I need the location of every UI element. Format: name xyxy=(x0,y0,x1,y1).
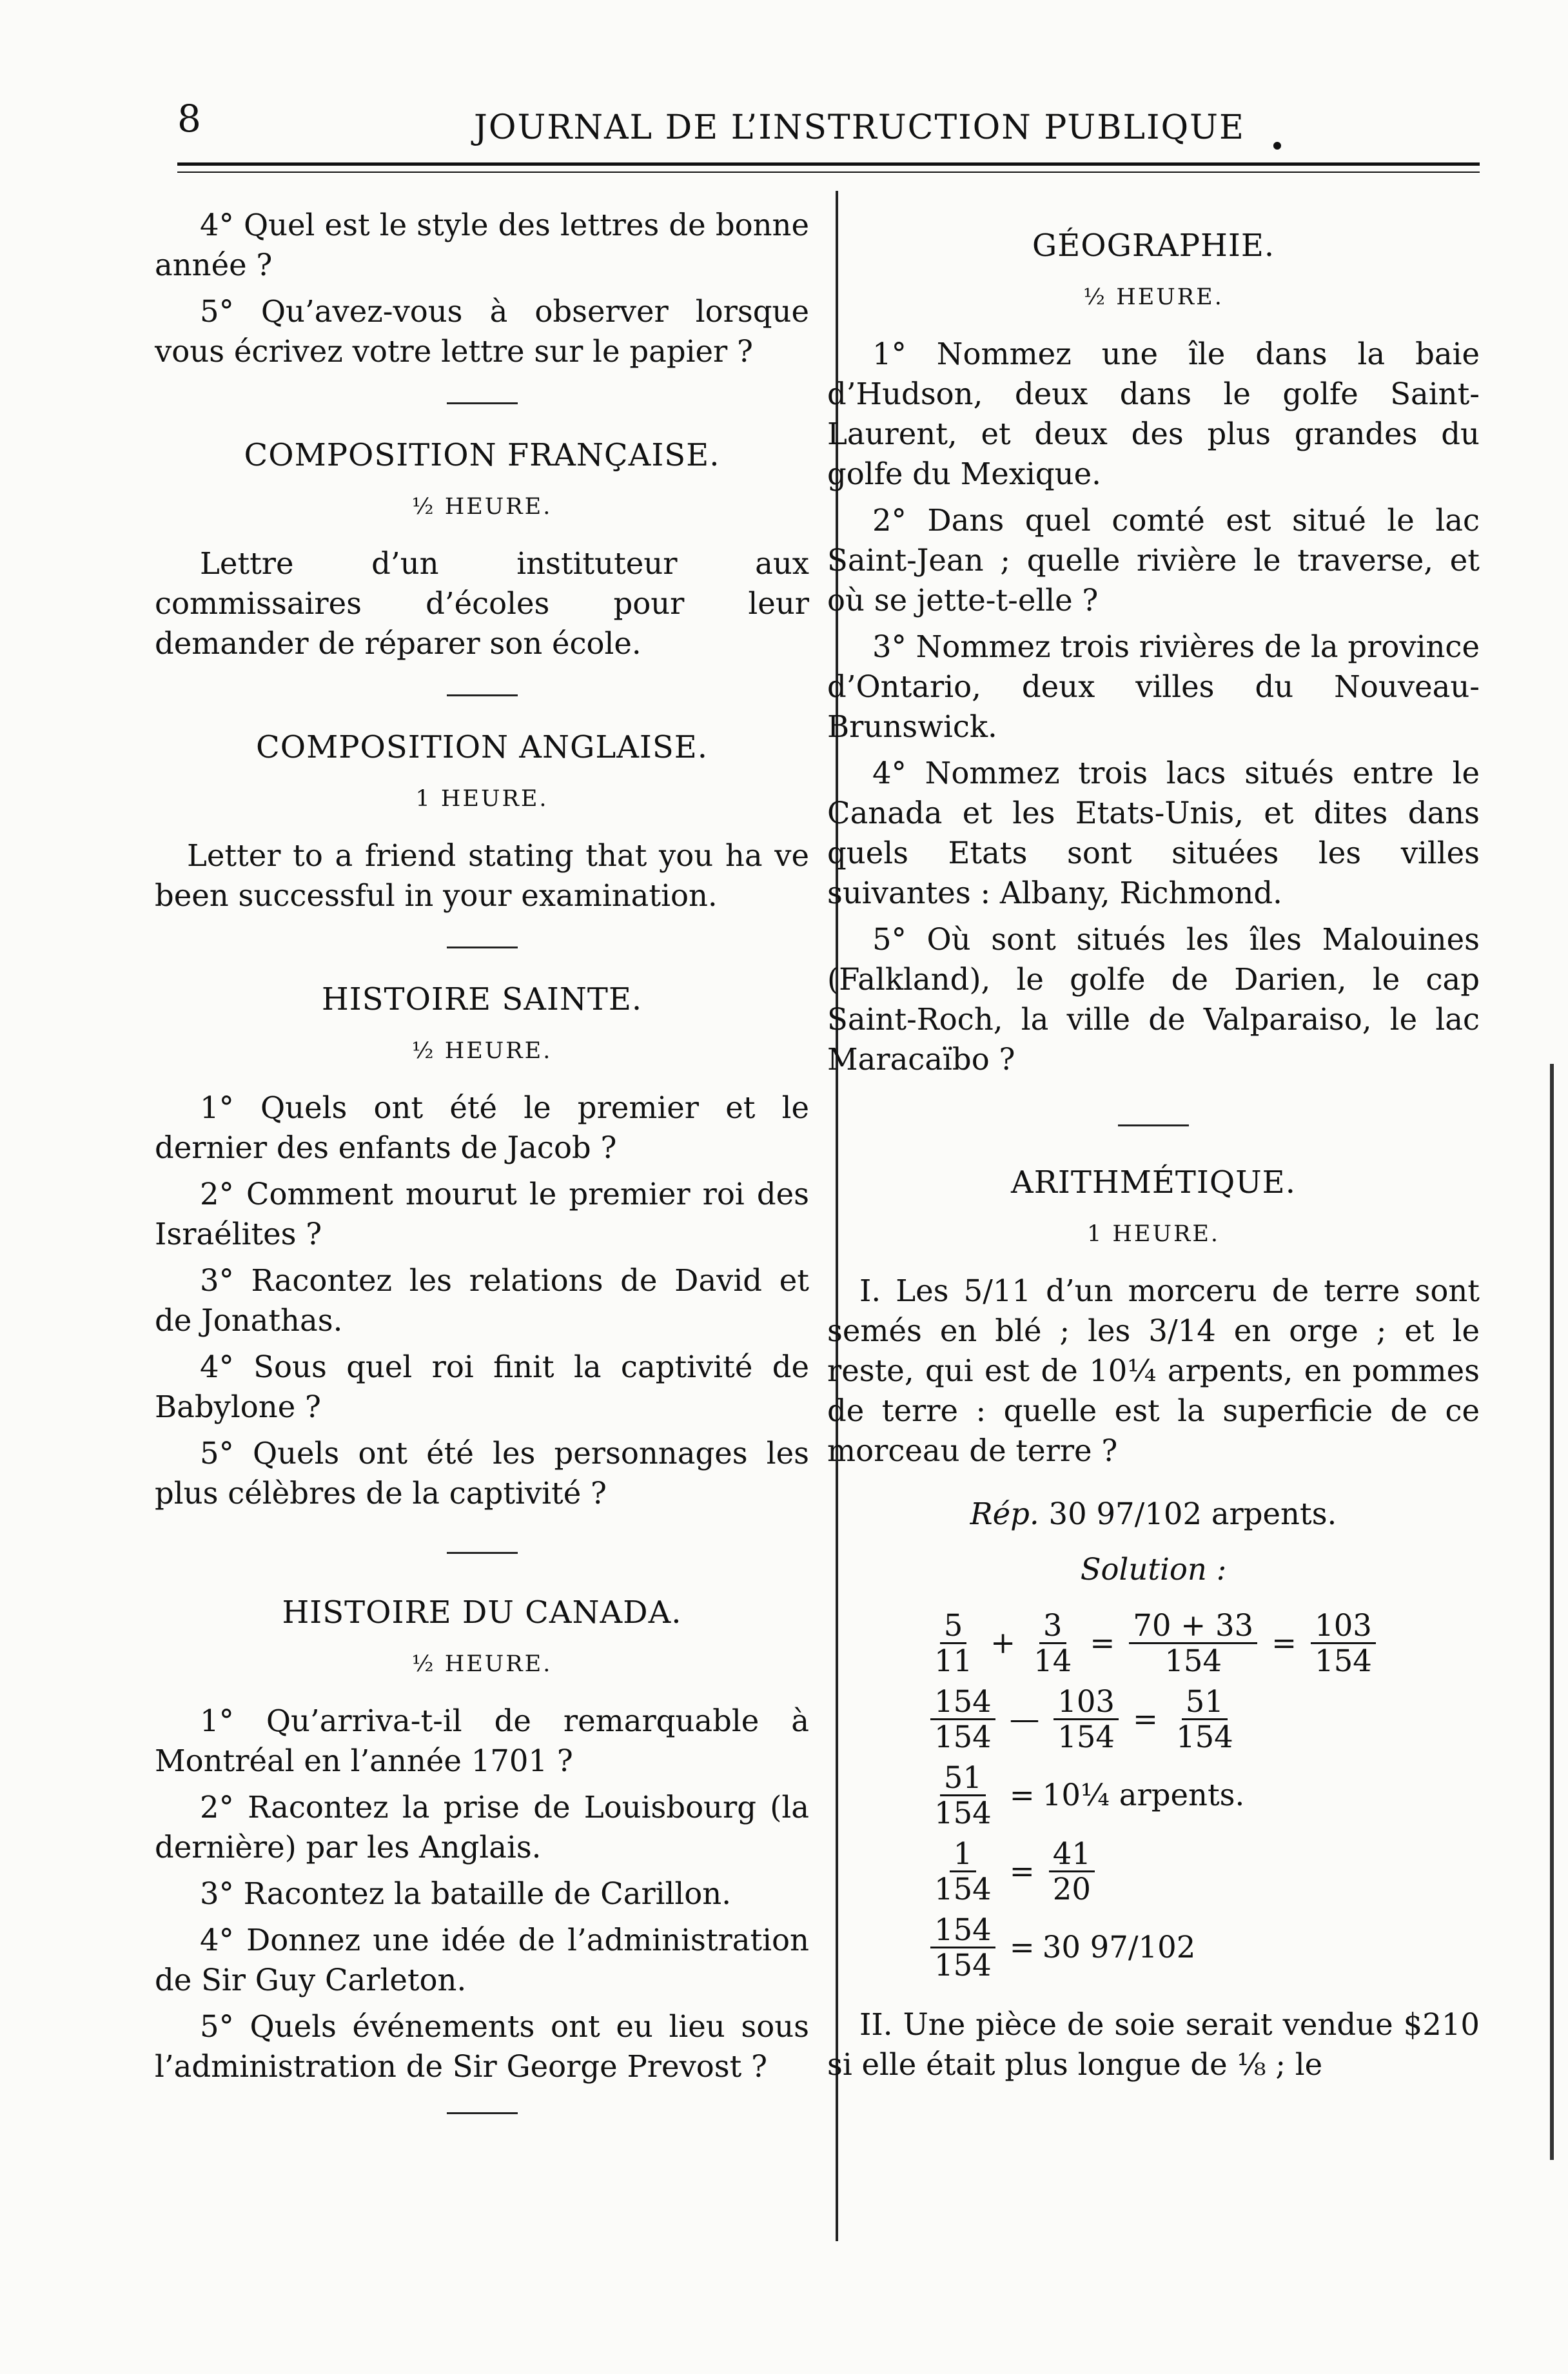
problem-text: II. Une pièce de soie serait vendue $210 si elle était plus longue de ⅛ ; le xyxy=(827,2007,1480,2082)
section-separator xyxy=(447,2112,518,2114)
fraction xyxy=(930,1837,995,1906)
answer-label: Rép. xyxy=(970,1496,1039,1531)
fraction xyxy=(1172,1685,1237,1754)
header-rule-thick xyxy=(177,162,1480,166)
numerator: 70 + 33 xyxy=(1129,1609,1257,1644)
answer-value: 30 97/102 arpents. xyxy=(1048,1496,1337,1531)
equals-sign: = xyxy=(1009,1778,1035,1812)
question-item: 3° Racontez les relations de David et de Jonathas. xyxy=(155,1263,809,1338)
left-column xyxy=(155,205,809,2145)
numerator: 41 xyxy=(1049,1837,1095,1872)
equals-sign: = xyxy=(1009,1930,1035,1965)
denominator: 154 xyxy=(934,1795,992,1830)
section-title-histoire-du-canada: HISTOIRE DU CANADA. xyxy=(282,1594,682,1631)
equation-result: 10¼ arpents. xyxy=(1042,1778,1245,1812)
equals-sign: = xyxy=(1133,1702,1158,1736)
denominator: 154 xyxy=(1057,1719,1115,1754)
section-duration: ½ HEURE. xyxy=(411,1038,553,1064)
question-item: 1° Qu’arriva-t-il de remarquable à Montréal en l’année 1701 ? xyxy=(155,1703,809,1778)
fraction xyxy=(1054,1685,1119,1754)
section-duration: ½ HEURE. xyxy=(1083,284,1224,310)
fraction xyxy=(930,1913,995,1982)
running-header xyxy=(0,97,1568,155)
denominator: 154 xyxy=(1176,1719,1233,1754)
denominator: 14 xyxy=(1034,1643,1072,1678)
question-item: 5° Quels ont été les personnages les plus célèbres de la captivité ? xyxy=(155,1436,809,1511)
section-duration: ½ HEURE. xyxy=(411,494,553,520)
question-item: 2° Racontez la prise de Louisbourg (la dernière) par les Anglais. xyxy=(155,1790,809,1865)
journal-title: JOURNAL DE L’INSTRUCTION PUBLIQUE xyxy=(474,108,1245,147)
denominator: 154 xyxy=(934,1719,992,1754)
fraction xyxy=(1129,1609,1257,1678)
denominator: 11 xyxy=(934,1643,973,1678)
solution-equations xyxy=(924,1605,1480,1985)
section-duration: 1 HEURE. xyxy=(1087,1221,1220,1247)
question-item: 5° Qu’avez-vous à observer lorsque vous écrivez votre lettre sur le papier ? xyxy=(155,294,809,369)
section-title-histoire-sainte: HISTOIRE SAINTE. xyxy=(321,981,643,1017)
equals-sign: = xyxy=(1271,1625,1297,1660)
section-text: Letter to a friend stating that you ha ve been successful in your examination. xyxy=(155,838,809,913)
header-rule-thin xyxy=(177,172,1480,173)
equation-line xyxy=(924,1909,1480,1985)
section-separator xyxy=(447,694,518,696)
answer-line xyxy=(827,1494,1480,1534)
denominator: 154 xyxy=(934,1871,992,1907)
denominator: 20 xyxy=(1052,1871,1091,1907)
question-item: 4° Quel est le style des lettres de bonne année ? xyxy=(155,208,809,282)
equation-line xyxy=(924,1833,1480,1909)
numerator: 5 xyxy=(940,1609,967,1644)
equation-line xyxy=(924,1757,1480,1833)
equals-sign: = xyxy=(1090,1625,1115,1660)
denominator: 154 xyxy=(934,1947,992,1983)
fraction xyxy=(1030,1609,1075,1678)
numerator: 3 xyxy=(1039,1609,1066,1644)
page-edge-line xyxy=(1550,1064,1554,2160)
fraction xyxy=(1311,1609,1376,1678)
fraction xyxy=(930,1685,995,1754)
question-item: 3° Racontez la bataille de Carillon. xyxy=(200,1876,732,1911)
numerator: 154 xyxy=(930,1913,995,1948)
section-text: Lettre d’un instituteur aux commissaires d’écoles pour leur demander de réparer son école. xyxy=(155,546,809,661)
section-separator xyxy=(1118,1124,1189,1126)
section-title-composition-anglaise: COMPOSITION ANGLAISE. xyxy=(256,729,708,765)
section-separator xyxy=(447,947,518,948)
question-item: 4° Sous quel roi finit la captivité de Babylone ? xyxy=(155,1349,809,1424)
fraction xyxy=(930,1761,995,1830)
section-duration: ½ HEURE. xyxy=(411,1651,553,1677)
question-item: 2° Dans quel comté est situé le lac Saint-Jean ; quelle rivière le traverse, et où se jette-t-elle ? xyxy=(827,503,1480,618)
section-title-composition-francaise: COMPOSITION FRANÇAISE. xyxy=(244,437,720,473)
fraction xyxy=(1049,1837,1095,1906)
fraction xyxy=(930,1609,976,1678)
denominator: 154 xyxy=(1315,1643,1372,1678)
numerator: 103 xyxy=(1311,1609,1376,1644)
numerator: 154 xyxy=(930,1685,995,1720)
operator: + xyxy=(990,1625,1016,1660)
header-dot xyxy=(1273,142,1281,150)
section-title-geographie: GÉOGRAPHIE. xyxy=(1032,228,1275,264)
problem-text: I. Les 5/11 d’un morceru de terre sont semés en blé ; les 3/14 en orge ; et le reste, qui est de 10¼ arpents, en pommes de terre : quelle est la superficie de ce morceau de terre ? xyxy=(827,1273,1480,1468)
solution-label: Solution : xyxy=(1080,1552,1227,1587)
operator: — xyxy=(1009,1702,1040,1736)
question-item: 4° Nommez trois lacs situés entre le Canada et les Etats-Unis, et dites dans quels Etats sont situées les villes suivantes : Albany, Richmond. xyxy=(827,756,1480,910)
section-duration: 1 HEURE. xyxy=(415,786,549,812)
question-item: 4° Donnez une idée de l’administration de Sir Guy Carleton. xyxy=(155,1923,809,1997)
section-separator xyxy=(447,1552,518,1554)
equals-sign: = xyxy=(1009,1854,1035,1888)
equation-line xyxy=(924,1681,1480,1757)
numerator: 51 xyxy=(940,1761,986,1796)
question-item: 2° Comment mourut le premier roi des Israélites ? xyxy=(155,1177,809,1251)
question-item: 3° Nommez trois rivières de la province d’Ontario, deux villes du Nouveau-Brunswick. xyxy=(827,629,1480,744)
numerator: 51 xyxy=(1182,1685,1228,1720)
right-column xyxy=(827,226,1480,2091)
section-title-arithmetique: ARITHMÉTIQUE. xyxy=(1011,1164,1296,1201)
question-item: 5° Où sont situés les îles Malouines (Falkland), le golfe de Darien, le cap Saint-Roch, la ville de Valparaiso, le lac Maracaïbo ? xyxy=(827,922,1480,1077)
numerator: 1 xyxy=(950,1837,977,1872)
question-item: 1° Quels ont été le premier et le dernier des enfants de Jacob ? xyxy=(155,1090,809,1165)
numerator: 103 xyxy=(1054,1685,1119,1720)
question-item: 5° Quels événements ont eu lieu sous l’administration de Sir George Prevost ? xyxy=(155,2009,809,2084)
denominator: 154 xyxy=(1164,1643,1222,1678)
equation-result: 30 97/102 xyxy=(1042,1930,1196,1965)
equation-line xyxy=(924,1605,1480,1681)
question-item: 1° Nommez une île dans la baie d’Hudson, deux dans le golfe Saint-Laurent, et deux des plus grandes du golfe du Mexique. xyxy=(827,337,1480,491)
page-number: 8 xyxy=(177,97,201,141)
section-separator xyxy=(447,402,518,404)
